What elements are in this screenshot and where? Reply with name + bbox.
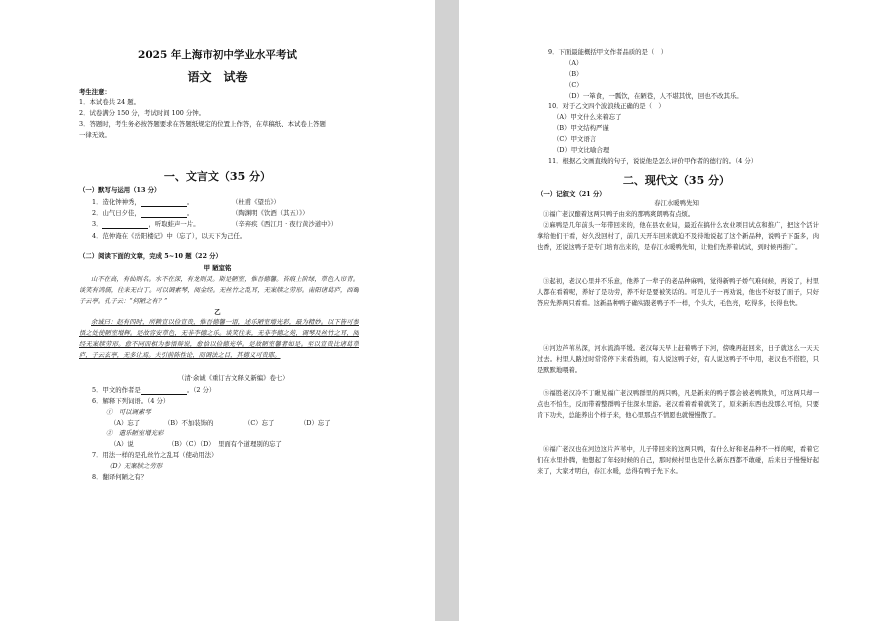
question-source: （杜甫《望岳》） [232, 198, 280, 206]
story-paragraph: ⑤福胜老汉冷不丁瞅见福广老汉鸭群里的两只鸭，凡是新来的鸭子都会被老鸭欺负，可这两只却一点也不怕生，反而带着整群鸭子往深水里游。老汉看着看着就笑了，原来新东西也没那么可怕，只要肯下功夫，总能养出个样子来，他心里那点不情愿也就慢慢散了。 [537, 390, 819, 419]
exam-page-2 [459, 0, 894, 621]
exam-page-1 [0, 0, 435, 621]
option[interactable]: （C）甲文语言 [553, 135, 597, 143]
sub-question: ① 可以调素琴 [106, 408, 151, 416]
passage-title: 甲 陋室铭 [203, 264, 232, 272]
question-source: （陶渊明《饮酒（其五）》） [232, 209, 309, 217]
option[interactable]: （B）（C）（D） [168, 440, 215, 448]
section-heading: 二、现代文（35 分） [622, 174, 731, 187]
passage-yi: 余诚曰：赵有四时，所赖宣以俭宣贵，惟吾德馨一语，述乐陋室增光彩，最为精妙。以下皆可参悟之处使陋室增辉。是故容安草色，无非李德之乐。谈笑往来，无非李德之苑，调琴及丝竹之耳，阅经无案牍劳形。愈不同而相为参悟辩说，愈恰以俭德光华。是故陋室馨者如是。至以宣贵比诸葛草庐，子云玄亭，无多让焉。夫引前陈性论，而调法之目，其德义可贵耶。 [79, 319, 359, 359]
question-4: 4．范仲淹在《岳阳楼记》中（忘了），以天下为己任。 [92, 232, 247, 240]
option[interactable]: （A）甲文什么来着忘了 [553, 113, 622, 121]
option[interactable]: （B）甲文结构严谨 [553, 124, 609, 132]
page-gutter [435, 0, 459, 621]
sub-question: ② 遣乐陋室增光彩 [106, 429, 164, 437]
story-paragraph: ④河边芦苇丛深，河水流淌平缓。老汉每天早上赶着鸭子下河，傍晚再赶回来，日子就这么一天天过去。村里人路过时常常停下来看热闹，有人说这鸭子好，有人说这鸭子不中用，老汉也不搭腔，只是默默地喂着。 [537, 345, 819, 374]
question-5 [92, 386, 215, 395]
note-line: 1．本试卷共 24 题。 [79, 98, 140, 106]
passage-jia: 山不在高，有仙则名。水不在深，有龙则灵。斯是陋室，惟吾德馨。苔痕上阶绿，草色入帘青。谈笑有鸿儒，往来无白丁。可以调素琴，阅金经。无丝竹之乱耳，无案牍之劳形。南阳诸葛庐，西蜀子云亭。孔子云：“何陋之有？” [79, 276, 359, 305]
question-text: 1．造化钟神秀， [92, 198, 141, 206]
exam-title: 2025 年上海市初中学业水平考试 [138, 49, 297, 61]
question-text: ，听取蛙声一片。 [148, 220, 200, 228]
part-heading: （一）记叙文（21 分） [537, 190, 606, 198]
question-text: 5．甲文的作者是 [92, 386, 141, 394]
option[interactable]: （A） [565, 59, 583, 67]
answer-blank[interactable] [102, 221, 148, 229]
option[interactable]: （D）无案牍之劳形 [106, 462, 163, 470]
question-6: 6．解释下列词语。（4 分） [92, 397, 170, 405]
passage-source: （清·余诚《重订古文释义新编》卷七） [178, 374, 289, 382]
answer-blank[interactable] [141, 210, 187, 218]
section-heading: 一、文言文（35 分） [163, 170, 272, 183]
note-line: 2．试卷满分 150 分，考试时间 100 分钟。 [79, 109, 206, 117]
option[interactable]: （B）不加装饰的 [164, 419, 214, 427]
question-points: 。（2 分） [186, 386, 216, 394]
question-9: 9．下面最能概括甲文作者品质的是（ ） [548, 48, 668, 56]
part-heading: （二）阅读下面的文章，完成 5~10 题（22 分） [79, 252, 222, 260]
story-title: 春江水暖鸭先知 [654, 199, 699, 207]
question-text: 3． [92, 220, 103, 228]
question-11: 11．根据乙文画直线的句子，说说他是怎么评价甲作者的德行的。（4 分） [548, 157, 758, 165]
option[interactable]: （B） [565, 70, 583, 78]
option[interactable]: （D）一箪食，一瓢饮，在陋巷，人不堪其忧，回也不改其乐。 [565, 92, 743, 100]
question-text: 7．用法一样的是孔丝竹之乱耳（使动用法） [92, 451, 218, 459]
exam-subtitle: 语文 试卷 [187, 70, 248, 84]
note-line: 3．答题时，考生务必按答题要求在答题纸规定的位置上作答，在草稿纸、本试卷上答题 [79, 120, 326, 128]
option[interactable]: （D）甲文比喻合理 [553, 146, 610, 154]
option[interactable]: （A）忘了 [110, 419, 141, 427]
option[interactable]: （D）忘了 [300, 419, 331, 427]
question-8: 8．翻译何陋之有？ [92, 473, 148, 481]
part-heading: （一）默写与运用（13 分） [79, 186, 161, 194]
story-paragraph: ③起初，老汉心里并不乐意，他养了一辈子的老品种麻鸭，觉得新鸭子娇气难伺候，再说了，村里人都在看着呢，养好了是功劳，养不好是要被笑话的。可是儿子一再劝说，他也不好驳了面子，只好答应先养两只看看。这新品种鸭子确实跟老鸭子不一样，个头大，毛色亮，吃得多，长得也快。 [537, 278, 819, 307]
note-line: 一律无效。 [79, 131, 111, 139]
notes-heading: 考生注意： [79, 88, 111, 96]
option[interactable]: （A）说 [110, 440, 134, 448]
question-10: 10．对于乙文四个波浪线正确的是（ ） [548, 102, 665, 110]
question-source: （辛弃疾《西江月 · 夜行黄沙道中》） [232, 220, 338, 228]
passage-title: 乙 [214, 308, 221, 316]
story-paragraph: ①福广老汉酿着这两只鸭子由来的那鸭爽朗鸭有点烦。 [543, 211, 695, 218]
question-7 [92, 451, 218, 460]
option[interactable]: （C） [565, 81, 583, 89]
option: 里面有个道理别的忘了 [218, 440, 282, 448]
question-1: 1．造化钟神秀， 。 [92, 198, 194, 206]
question-text: 2．山气日夕佳， [92, 209, 141, 217]
story-paragraph: ②麻鸭是几年前头一年带回来的，他在县农业局，最近在搞什么农业项目试点和推广，把这个活计拿给他们干看，好久没回村了，前几天开车回来就迫不及待地说起了这个新品种，说鸭子下蛋多，肉也香，还说这鸭子是专门培育出来的，是春江水暖鸭先知，让他们先养着试试，到时候再推广。 [537, 222, 819, 251]
answer-blank[interactable] [141, 199, 187, 207]
answer-blank[interactable] [141, 387, 187, 395]
option[interactable]: （C）忘了 [244, 419, 275, 427]
story-paragraph: ⑥福广老汉也在河边这片芦苇中，儿子带回来的这两只鸭，有什么好和老品种不一样的呢，看着它们在水里扑腾，他想起了年轻时候的自己，那时候村里也是什么新东西都不敢碰，后来日子慢慢好起来了，大家才明白，春江水暖，总得有鸭子先下水。 [537, 446, 819, 475]
question-2: 2．山气日夕佳， 。 [92, 209, 194, 217]
question-3 [92, 220, 200, 229]
